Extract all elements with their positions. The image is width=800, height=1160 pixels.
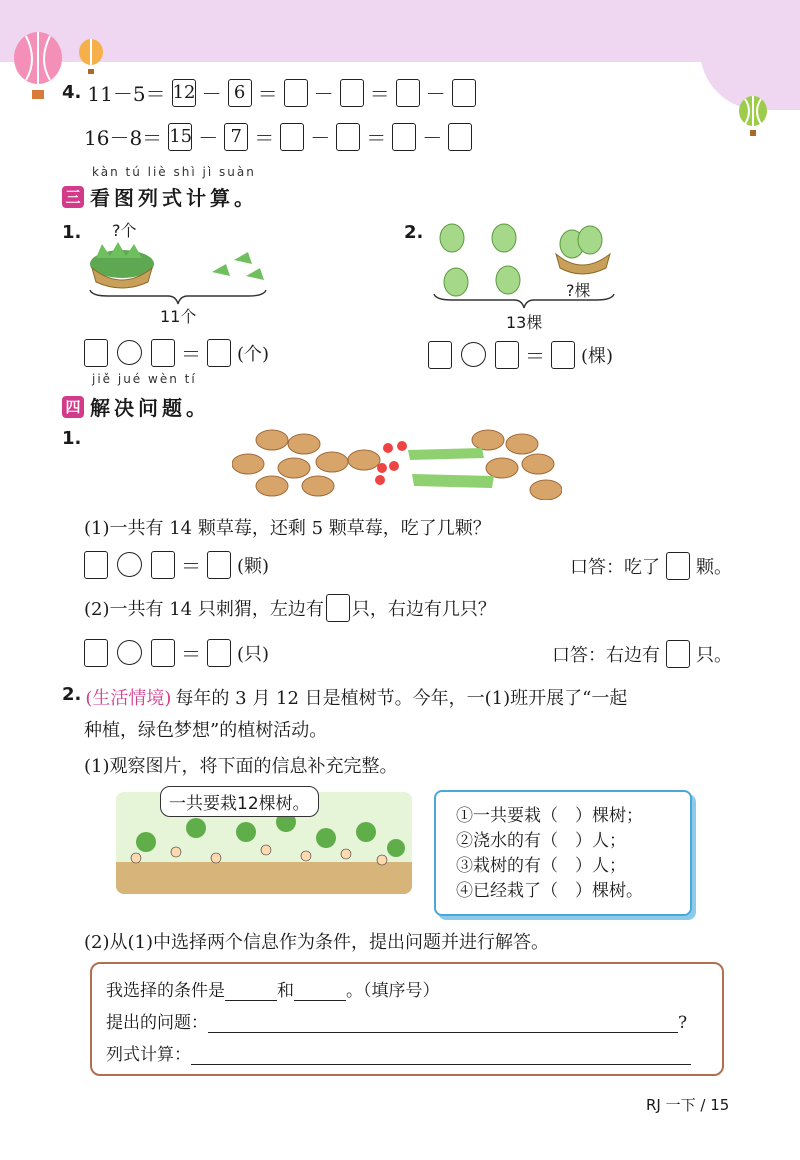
equals-sign: ＝: [181, 554, 201, 578]
answer-box[interactable]: [151, 339, 175, 367]
sub-question: (2)从(1)中选择两个信息作为条件，提出问题并进行解答。: [84, 932, 549, 953]
answer-box[interactable]: [207, 551, 231, 579]
answer-box[interactable]: [280, 123, 304, 151]
equals-sign: ＝: [525, 344, 545, 368]
answer-box[interactable]: [84, 639, 108, 667]
equation-row: [84, 638, 269, 667]
section-heading: [62, 182, 258, 211]
answer-prefix: 口答：右边有: [552, 645, 660, 666]
answer-box[interactable]: [84, 339, 108, 367]
label: 我选择的条件是: [106, 981, 225, 1001]
balloon-icon: [76, 38, 106, 78]
expression: 11－5＝: [87, 82, 166, 106]
question-number: 2.: [404, 222, 424, 243]
answer-box[interactable]: [207, 339, 231, 367]
unit-label: (颗): [237, 555, 270, 577]
section-title: 解决问题。: [90, 396, 210, 420]
subtraction-row-1: [62, 78, 476, 107]
answer-box[interactable]: [336, 123, 360, 151]
question-number: 1.: [62, 428, 82, 449]
section-heading: [62, 392, 210, 421]
unknown-label: ?个: [112, 221, 137, 240]
unit-label: (个): [237, 343, 270, 365]
operator-circle[interactable]: [117, 552, 142, 577]
answer-box[interactable]: [396, 79, 420, 107]
answer-box[interactable]: [551, 341, 575, 369]
info-panel: [434, 790, 692, 916]
minus-sign: －: [425, 82, 446, 106]
answer-box[interactable]: [284, 79, 308, 107]
total-label: 13棵: [506, 313, 543, 332]
answer-box[interactable]: [428, 341, 452, 369]
answer-box[interactable]: [448, 123, 472, 151]
answer-box[interactable]: [151, 551, 175, 579]
answer-box[interactable]: [495, 341, 519, 369]
question-line: [106, 1008, 687, 1033]
answer-box[interactable]: [84, 551, 108, 579]
blank-field[interactable]: [208, 1032, 678, 1033]
answer-box[interactable]: [326, 594, 350, 622]
label: 提出的问题：: [106, 1013, 208, 1033]
problem-text: 种植，绿色梦想”的植树活动。: [84, 720, 328, 741]
problem-text: (2)一共有 14 只刺猬，左边有: [84, 599, 324, 620]
label: 。（填序号）: [346, 981, 440, 1001]
subtraction-row-2: [84, 122, 472, 151]
answer-box[interactable]: [666, 640, 690, 668]
speech-bubble: 一共要栽12棵树。: [160, 786, 319, 817]
unit-label: (棵): [581, 345, 614, 367]
sub-question: (1)观察图片，将下面的信息补充完整。: [84, 756, 398, 777]
pinyin: kàn tú liè shì jì suàn: [92, 165, 256, 179]
equation-row: [84, 338, 269, 367]
question-number: 4.: [62, 82, 82, 103]
operator-circle[interactable]: [117, 340, 142, 365]
unknown-label: ?棵: [566, 281, 591, 300]
answer-box[interactable]: [666, 552, 690, 580]
problem-text: (1)一共有 14 颗草莓，还剩 5 颗草莓，吃了几颗？: [84, 518, 491, 539]
unit-label: (只): [237, 643, 270, 665]
info-item: ①一共要栽（ ）棵树；: [456, 806, 643, 826]
label: ?: [678, 1013, 688, 1033]
blank-field[interactable]: [225, 1000, 277, 1001]
oral-answer: [552, 640, 732, 668]
header-band: [0, 0, 800, 62]
pinyin: jiě jué wèn tí: [92, 372, 197, 386]
answer-suffix: 颗。: [696, 557, 732, 578]
info-list: [436, 792, 690, 904]
page-footer: RJ 一下 / 15: [646, 1096, 730, 1114]
question-number: 1.: [62, 222, 82, 243]
minus-sign: －: [201, 82, 222, 106]
minus-sign: －: [310, 126, 331, 150]
equation-row: [84, 550, 269, 579]
blank-field[interactable]: [191, 1064, 691, 1065]
context-tag: (生活情境): [85, 688, 172, 709]
calculation-line: [106, 1040, 691, 1065]
question-number: 2.: [62, 684, 82, 705]
answer-box[interactable]: 6: [228, 79, 252, 107]
condition-line: [106, 976, 440, 1001]
oral-answer: [570, 552, 732, 580]
label: 和: [277, 981, 294, 1001]
equals-sign: ＝: [181, 642, 201, 666]
cabbage-illustration: [432, 222, 622, 302]
operator-circle[interactable]: [461, 342, 486, 367]
answer-frame: [90, 962, 724, 1076]
section-title: 看图列式计算。: [90, 186, 258, 210]
info-item: ③栽树的有（ ）人；: [456, 856, 626, 876]
answer-box[interactable]: 7: [224, 123, 248, 151]
problem-text: 只，右边有几只？: [351, 599, 496, 620]
equals-sign: ＝: [369, 82, 390, 106]
hedgehog-strawberry-illustration: [232, 428, 562, 500]
info-item: ④已经栽了（ ）棵树。: [456, 881, 643, 901]
answer-box[interactable]: [340, 79, 364, 107]
balloon-icon: [736, 96, 770, 140]
question-2-line-1: [62, 684, 627, 710]
minus-sign: －: [422, 126, 443, 150]
equation-row: [428, 340, 613, 369]
balloon-icon: [8, 30, 68, 105]
brace: [432, 292, 616, 310]
operator-circle[interactable]: [117, 640, 142, 665]
problem-text-row: [84, 594, 496, 622]
answer-box[interactable]: [151, 639, 175, 667]
expression: 16－8＝: [84, 126, 163, 150]
answer-box[interactable]: [207, 639, 231, 667]
answer-prefix: 口答：吃了: [570, 557, 660, 578]
label: 列式计算：: [106, 1045, 191, 1065]
answer-box[interactable]: [392, 123, 416, 151]
problem-text: 每年的 3 月 12 日是植树节。今年，一(1)班开展了“一起: [175, 688, 628, 709]
equals-sign: ＝: [181, 342, 201, 366]
section-badge: 四: [62, 396, 84, 418]
leaves-basket-illustration: [88, 238, 268, 294]
equals-sign: ＝: [254, 126, 275, 150]
minus-sign: －: [313, 82, 334, 106]
section-badge: 三: [62, 186, 84, 208]
total-label: 11个: [160, 307, 197, 326]
info-item: ②浇水的有（ ）人；: [456, 831, 626, 851]
answer-suffix: 只。: [696, 645, 732, 666]
blank-field[interactable]: [294, 1000, 346, 1001]
equals-sign: ＝: [257, 82, 278, 106]
answer-box[interactable]: [452, 79, 476, 107]
answer-box[interactable]: 15: [168, 123, 192, 151]
minus-sign: －: [198, 126, 219, 150]
equals-sign: ＝: [366, 126, 387, 150]
answer-box[interactable]: 12: [172, 79, 196, 107]
